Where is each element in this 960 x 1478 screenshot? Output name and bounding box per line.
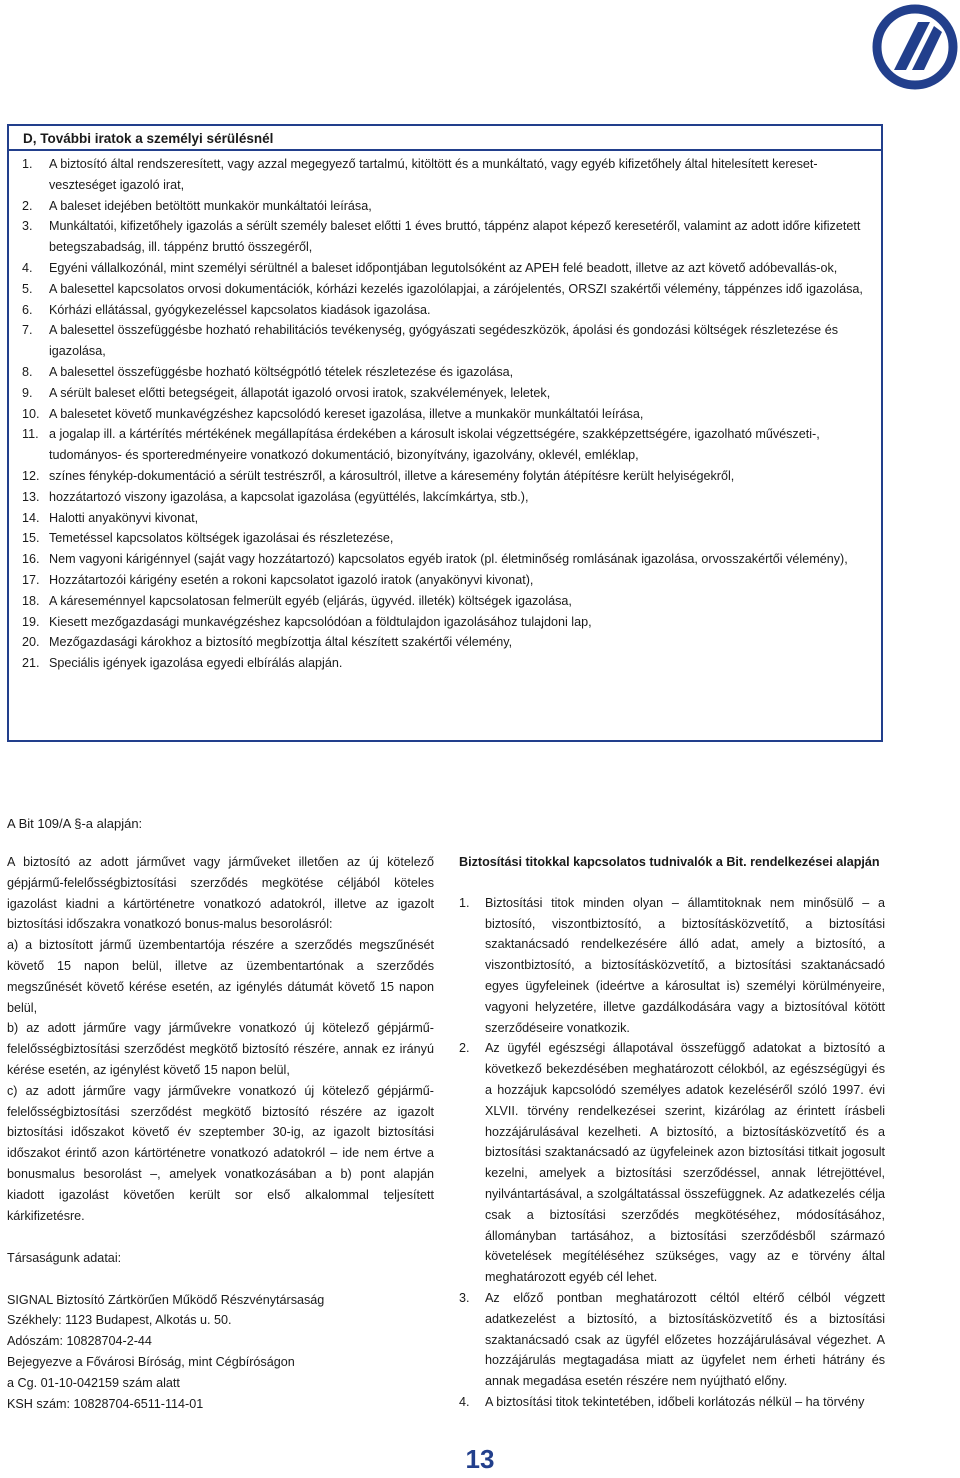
list-item-number: 10. bbox=[22, 406, 40, 421]
list-item bbox=[22, 300, 874, 321]
secrecy-item-number: 2. bbox=[459, 1041, 470, 1056]
list-item-number: 2. bbox=[22, 198, 33, 213]
signal-logo-icon bbox=[872, 4, 958, 90]
list-item bbox=[22, 404, 874, 425]
list-item-number: 11. bbox=[22, 427, 39, 442]
list-item-text: A biztosító által rendszeresített, vagy azzal megegyező tartalmú, kitöltött és a munkáltató, vagy egyéb kifizetőhely által hitelesített kereset-veszteséget igazoló irat, bbox=[49, 157, 818, 192]
bit-paragraph: a) a biztosított jármű üzembentartója részére a szerződés megszűnését követő 15 napon belül, illetve az üzembentartónak a szerződés megszűnését követő kérése esetén, az igénylés dátumát követő 15 napon belül, bbox=[7, 938, 434, 1015]
list-item-number: 5. bbox=[22, 281, 33, 296]
list-item bbox=[22, 258, 874, 279]
company-line: Adószám: 10828704-2-44 bbox=[7, 1334, 152, 1349]
list-item-text: A baleset idejében betöltött munkakör munkáltatói leírása, bbox=[49, 198, 372, 213]
list-item-text: A balesettel összefüggésbe hozható rehabilitációs tevékenység, gyógyászati segédeszközök, ápolási és gondozási költségek részletezése és igazolása, bbox=[49, 323, 838, 359]
list-item-number: 1. bbox=[22, 157, 33, 171]
bit-paragraph: c) az adott járműre vagy járművekre vonatkozó új kötelező gépjármű-felelősségbiztosítási szerződést megkötő biztosító részére az igazolt biztosítási időszakot követő év szeptember 30-ig, az igazolt biztosítási időszakot érintő azon kártörténetre vonatkozó adatokról – ide nem értve a bonusmalus besorolást –, amelyek vonatkozásában a b) pont alapján kiadott igazolást követően került sor első alkalommal teljesített kárkifizetésre. bbox=[7, 1083, 434, 1223]
list-item bbox=[22, 216, 874, 258]
list-item-text: A balesettel kapcsolatos orvosi dokumentációk, kórházi kezelés igazolólapjai, a zárójelentés, ORSZI szakértői vélemény, táppénzes idő igazolása, bbox=[49, 281, 863, 296]
list-item bbox=[22, 632, 874, 653]
secrecy-item-number: 4. bbox=[459, 1394, 470, 1409]
secrecy-item bbox=[459, 1038, 885, 1288]
list-item-text: Kórházi ellátással, gyógykezeléssel kapcsolatos kiadások igazolása. bbox=[49, 302, 431, 317]
secrecy-item-number: 1. bbox=[459, 895, 470, 910]
box-divider bbox=[7, 149, 883, 151]
secrecy-heading: Biztosítási titokkal kapcsolatos tudnivalók a Bit. rendelkezései alapján bbox=[459, 855, 880, 869]
company-line: KSH szám: 10828704-6511-114-01 bbox=[7, 1396, 204, 1411]
company-line: Székhely: 1123 Budapest, Alkotás u. 50. bbox=[7, 1313, 232, 1328]
secrecy-item bbox=[459, 1392, 885, 1413]
list-item bbox=[22, 154, 874, 196]
list-item-text: A sérült baleset előtti betegségeit, állapotát igazoló orvosi iratok, szakvélemények, leletek, bbox=[49, 385, 551, 400]
company-label: Társaságunk adatai: bbox=[7, 1251, 122, 1265]
list-item-number: 18. bbox=[22, 593, 40, 608]
list-item-text: A balesettel összefüggésbe hozható költségpótló tételek részletezése és igazolása, bbox=[49, 364, 514, 379]
list-item-text: A balesetet követő munkavégzéshez kapcsolódó kereset igazolása, illetve a munkakör munkáltatói leírása, bbox=[49, 406, 644, 421]
list-item bbox=[22, 362, 874, 383]
list-item-number: 14. bbox=[22, 510, 40, 525]
list-item-number: 9. bbox=[22, 385, 33, 400]
section-d-title: D, További iratok a személyi sérülésnél bbox=[23, 131, 274, 146]
list-item-text: színes fénykép-dokumentáció a sérült testrészről, a károsultról, illetve a káresemény folytán átépítésre került helyiségekről, bbox=[49, 468, 735, 483]
list-item bbox=[22, 196, 874, 217]
company-details bbox=[7, 1248, 434, 1414]
bit-paragraph: b) az adott járműre vagy járművekre vonatkozó új kötelező gépjármű-felelősségbiztosítási szerződést megkötő biztosító részére, annak ez irányú kérése esetén, az igénylést követő 15 napon belül, bbox=[7, 1021, 434, 1077]
page-number: 13 bbox=[465, 1444, 495, 1474]
secrecy-list bbox=[459, 893, 885, 1413]
list-item bbox=[22, 591, 874, 612]
list-item bbox=[22, 570, 874, 591]
list-item-text: hozzátartozó viszony igazolása, a kapcsolat igazolása (együttélés, lakcímkártya, stb.), bbox=[49, 489, 529, 504]
secrecy-item-text: Az ügyfél egészségi állapotával összefüggő adatokat a biztosító a következő bekezdésében meghatározott célokból, az egészségügyi és a hozzájuk kapcsolódó személyes adatok kezeléséről szóló 1997. évi XLVII. törvény rendelkezései szerint, kizárólag az érintett írásbeli hozzájárulásával kezelheti. A biztosító, a biztosításközvetítő és a biztosítási szaktanácsadó az ügyfeleinek azon biztosítási titkait jogosult kezelni, amelyek a biztosítási szerződéssel, annak létrejöttével, nyilvántartásával, a szolgáltatással összefüggnek. Az adatkezelés célja csak a biztosítási szerződés megkötéséhez, módosításához, állományban tartásához, a biztosítási szerződésből származó követelések megítéléséhez szükséges, vagy az e törvény által meghatározott egyéb cél lehet. bbox=[485, 1041, 885, 1285]
company-line: a Cg. 01-10-042159 szám alatt bbox=[7, 1375, 180, 1390]
list-item-text: a jogalap ill. a kártérítés mértékének megállapítása érdekében a károsult iskolai végzettségére, szakképzettségére, igazolható művészeti-, tudományos- és sporteredményeire vonatkozó dokumentáció, bizonyítvány, igazolvány, oklevél, emléklap, bbox=[49, 427, 820, 463]
list-item-number: 20. bbox=[22, 635, 40, 650]
list-item bbox=[22, 653, 874, 674]
list-item bbox=[22, 549, 874, 570]
list-item bbox=[22, 528, 874, 549]
list-item-text: Hozzátartozói kárigény esetén a rokoni kapcsolatot igazoló iratok (anyakönyvi kivonat), bbox=[49, 572, 534, 587]
list-item-number: 19. bbox=[22, 614, 40, 629]
list-item-text: Temetéssel kapcsolatos költségek igazolásai és részletezése, bbox=[49, 531, 394, 546]
list-item-text: Munkáltatói, kifizetőhely igazolás a sérült személy baleset előtti 1 éves bruttó, táppénz alapot képező keresetéről, valamint az adott időre kifizetett betegszabadság, ill. táppénz bruttó összegéről, bbox=[49, 219, 861, 255]
list-item bbox=[22, 424, 874, 466]
secrecy-item-text: Az előző pontban meghatározott céltól eltérő célból végzett adatkezelést a biztosító, a biztosításközvetítő és a biztosítási szaktanácsadó csak az ügyfél előzetes hozzájárulásával végezhet. A hozzájárulás megtagadása miatt az ügyfelet nem érheti hátrány és annak megadása esetén részére nem nyújtható előny. bbox=[485, 1290, 885, 1389]
list-item-text: A káreseménnyel kapcsolatosan felmerült egyéb (eljárás, ügyvéd. illeték) költségek igazolása, bbox=[49, 593, 572, 608]
list-item-number: 17. bbox=[22, 572, 40, 587]
list-item-text: Speciális igények igazolása egyedi elbírálás alapján. bbox=[49, 656, 343, 671]
secrecy-item bbox=[459, 893, 885, 1039]
list-item bbox=[22, 320, 874, 362]
list-item-number: 15. bbox=[22, 531, 40, 546]
documents-list bbox=[22, 154, 874, 674]
secrecy-item-number: 3. bbox=[459, 1290, 470, 1305]
list-item-number: 3. bbox=[22, 219, 33, 234]
list-item-number: 4. bbox=[22, 260, 33, 275]
list-item-text: Mezőgazdasági károkhoz a biztosító megbízottja által készített szakértői vélemény, bbox=[49, 635, 513, 650]
list-item bbox=[22, 487, 874, 508]
list-item bbox=[22, 383, 874, 404]
list-item-number: 7. bbox=[22, 323, 33, 338]
secrecy-item bbox=[459, 1288, 885, 1392]
bit-paragraph: A biztosító az adott járművet vagy járműveket illetően az új kötelező gépjármű-felelősségbiztosítási szerződés megkötése céljából köteles igazolást kiadni a kártörténetre vonatkozó adatokról, illetve az igazolt biztosítási időszakra vonatkozó bonus-malus besorolásról: bbox=[7, 855, 434, 932]
list-item-text: Egyéni vállalkozónál, mint személyi sérültnél a baleset időpontjában legutolsóként az APEH felé beadott, illetve az azt követő adóbevallás-ok, bbox=[49, 260, 838, 275]
bit-heading: A Bit 109/A §-a alapján: bbox=[7, 816, 143, 831]
list-item-number: 21. bbox=[22, 656, 40, 671]
list-item-number: 16. bbox=[22, 552, 40, 567]
company-line: SIGNAL Biztosító Zártkörűen Működő Részvénytársaság bbox=[7, 1292, 325, 1307]
secrecy-section bbox=[459, 852, 885, 1413]
list-item bbox=[22, 279, 874, 300]
bit-text bbox=[7, 852, 434, 1226]
list-item-number: 6. bbox=[22, 302, 33, 317]
list-item bbox=[22, 508, 874, 529]
secrecy-item-text: Biztosítási titok minden olyan – államtitoknak nem minősülő – a biztosító, viszontbiztosító, a biztosításközvetítő, a biztosítási szaktanácsadó rendelkezésére álló adat, amely a biztosító, a viszontbiztosító, a biztosításközvetítő, a biztosítási szaktanácsadó egyes ügyfeleinek (ideértve a károsultat is) személyi körülményeire, vagyoni helyzetére, illetve gazdálkodására vagy a biztosítóval kötött szerződéseire vonatkozik. bbox=[485, 895, 885, 1035]
list-item-text: Nem vagyoni kárigénnyel (saját vagy hozzátartozó) kapcsolatos egyéb iratok (pl. életminőség romlásának igazolása, orvosszakértői vélemény), bbox=[49, 552, 848, 567]
secrecy-item-text: A biztosítási titok tekintetében, időbeli korlátozás nélkül – ha törvény bbox=[485, 1394, 865, 1409]
list-item-number: 12. bbox=[22, 468, 40, 483]
list-item bbox=[22, 612, 874, 633]
list-item-text: Halotti anyakönyvi kivonat, bbox=[49, 510, 199, 525]
list-item-text: Kiesett mezőgazdasági munkavégzéshez kapcsolódóan a földtulajdon igazolásához tulajdoni lap, bbox=[49, 614, 592, 629]
list-item-number: 13. bbox=[22, 489, 40, 504]
list-item bbox=[22, 466, 874, 487]
list-item-number: 8. bbox=[22, 364, 33, 379]
company-line: Bejegyezve a Fővárosi Bíróság, mint Cégbíróságon bbox=[7, 1354, 295, 1369]
